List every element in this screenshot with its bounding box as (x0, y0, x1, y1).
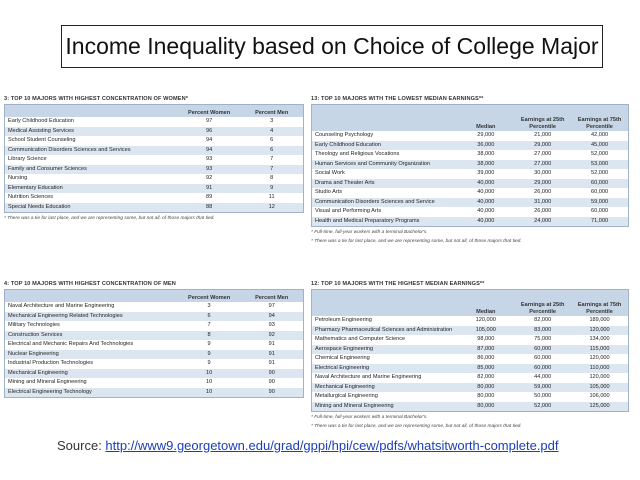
value-cell: 82,000 (477, 374, 495, 380)
table-row (312, 326, 628, 336)
table-row (5, 369, 303, 379)
value-cell: 27,000 (514, 160, 571, 170)
value-cell: 115,000 (571, 345, 628, 355)
value-cell: 9 (178, 350, 241, 360)
major-name-cell: Mechanical Engineering (5, 369, 178, 379)
value-cell: 93 (178, 165, 241, 175)
major-name-cell: Naval Architecture and Marine Engineering (8, 303, 115, 309)
value-cell: 85,000 (457, 364, 514, 374)
value-cell: 59,000 (571, 198, 628, 208)
table-header-row (312, 105, 628, 131)
major-name-cell: Special Needs Education (5, 203, 178, 213)
table-row (5, 155, 303, 165)
major-name-cell: Nursing (8, 175, 28, 181)
value-cell: 120,000 (475, 317, 496, 323)
value-cell: 110,000 (571, 364, 628, 374)
men-table-title: 4: TOP 10 MAJORS WITH HIGHEST CONCENTRATION OF MEN (4, 281, 176, 287)
column-header (312, 290, 457, 316)
value-cell: 60,000 (591, 208, 609, 214)
value-cell: 10 (178, 369, 241, 379)
major-name-cell: Social Work (315, 170, 345, 176)
major-name-cell: Nuclear Engineering (5, 350, 178, 360)
value-cell: 9 (207, 341, 211, 347)
table-row (5, 340, 303, 350)
value-cell: 45,000 (571, 141, 628, 151)
value-cell: 42,000 (591, 132, 609, 138)
value-cell: 97 (268, 303, 275, 309)
table-row (312, 354, 628, 364)
major-name-cell: Counseling Psychology (315, 132, 374, 138)
value-cell: 4 (240, 127, 303, 137)
value-cell: 106,000 (589, 393, 610, 399)
table-row (5, 127, 303, 137)
value-cell: 44,000 (534, 374, 552, 380)
value-cell: 39,000 (477, 170, 495, 176)
value-cell: 29,000 (514, 141, 571, 151)
table-row (5, 174, 303, 184)
column-header: Median (457, 105, 514, 131)
major-name-cell: Elementary Education (5, 184, 178, 194)
value-cell: 87,000 (457, 345, 514, 355)
value-cell: 21,000 (534, 132, 552, 138)
value-cell: 11 (268, 194, 275, 200)
source-link[interactable]: http://www9.georgetown.edu/grad/gppi/hpi/cew/pdfs/whatsitworth-complete.pdf (105, 438, 559, 453)
table-row (312, 150, 628, 160)
footnote: * There was a tie for last place, and we are representing some, but not all, of those majors that tied. (311, 424, 522, 429)
value-cell: 52,000 (591, 151, 609, 157)
women-table-frame (4, 104, 304, 213)
column-header (312, 105, 457, 131)
column-header (5, 290, 178, 302)
value-cell: 40,000 (457, 198, 514, 208)
table-row (312, 131, 628, 141)
table-row (312, 402, 628, 412)
value-cell: 90 (240, 369, 303, 379)
lowest-notes (311, 229, 629, 245)
value-cell: 60,000 (514, 345, 571, 355)
value-cell: 60,000 (534, 355, 552, 361)
table-row (5, 321, 303, 331)
value-cell: 3 (207, 303, 211, 309)
value-cell: 60,000 (571, 179, 628, 189)
value-cell: 10 (178, 388, 241, 398)
table-row (5, 388, 303, 398)
column-header (5, 105, 178, 117)
column-header: Percent Women (178, 290, 241, 302)
major-name-cell: Communication Disorders Sciences and Service (312, 198, 457, 208)
value-cell: 10 (206, 379, 213, 385)
major-name-cell: Human Services and Community Organization (312, 160, 457, 170)
value-cell: 89 (206, 194, 213, 200)
value-cell: 93 (268, 322, 275, 328)
value-cell: 7 (240, 165, 303, 175)
major-name-cell: Mechanical Engineering Related Technologies (5, 312, 178, 322)
table-row (5, 203, 303, 213)
value-cell: 26,000 (534, 189, 552, 195)
major-name-cell: Mining and Mineral Engineering (8, 379, 87, 385)
women-table-title: 3: TOP 10 MAJORS WITH HIGHEST CONCENTRATION OF WOMEN* (4, 96, 188, 102)
value-cell: 40,000 (457, 217, 514, 227)
value-cell: 36,000 (457, 141, 514, 151)
value-cell: 120,000 (589, 355, 610, 361)
major-name-cell: Chemical Engineering (315, 355, 370, 361)
value-cell: 7 (270, 156, 274, 162)
major-name-cell: Construction Services (5, 331, 178, 341)
major-name-cell: Industrial Production Technologies (8, 360, 94, 366)
major-name-cell: Electrical Engineering (312, 364, 457, 374)
value-cell: 29,000 (477, 132, 495, 138)
value-cell: 60,000 (514, 364, 571, 374)
table-row (312, 169, 628, 179)
men-table-frame (4, 289, 304, 398)
value-cell: 120,000 (589, 374, 610, 380)
value-cell: 86,000 (477, 355, 495, 361)
value-cell: 6 (240, 146, 303, 156)
value-cell: 83,000 (514, 326, 571, 336)
value-cell: 75,000 (534, 336, 552, 342)
value-cell: 29,000 (514, 179, 571, 189)
lowest-earnings-panel (311, 96, 629, 245)
table-row (5, 378, 303, 388)
value-cell: 38,000 (457, 160, 514, 170)
table-row (5, 312, 303, 322)
major-name-cell: Theology and Religious Vocations (315, 151, 400, 157)
major-name-cell: School Student Counseling (8, 137, 76, 143)
value-cell: 9 (240, 184, 303, 194)
major-name-cell: Petroleum Engineering (315, 317, 372, 323)
value-cell: 105,000 (571, 383, 628, 393)
value-cell: 80,000 (457, 383, 514, 393)
value-cell: 26,000 (534, 208, 552, 214)
major-name-cell: Mechanical Engineering (312, 383, 457, 393)
major-name-cell: Nutrition Sciences (8, 194, 54, 200)
value-cell: 92 (240, 331, 303, 341)
value-cell: 82,000 (534, 317, 552, 323)
table-row (5, 146, 303, 156)
column-header: Percent Men (240, 290, 303, 302)
value-cell: 40,000 (457, 179, 514, 189)
major-name-cell: Studio Arts (315, 189, 343, 195)
value-cell: 92 (206, 175, 213, 181)
highest-table-frame (311, 289, 629, 412)
value-cell: 80,000 (457, 402, 514, 412)
slide-title: Income Inequality based on Choice of College Major (61, 25, 603, 68)
value-cell: 27,000 (534, 151, 552, 157)
major-name-cell: Electrical Engineering Technology (5, 388, 178, 398)
lowest-table-title: 13: TOP 10 MAJORS WITH THE LOWEST MEDIAN EARNINGS** (311, 96, 484, 102)
major-name-cell: Early Childhood Education (8, 118, 74, 124)
footnote: * There was a tie for last place, and we are representing some, but not all, of those majors that tied. (311, 239, 522, 244)
source-label: Source: (57, 438, 106, 453)
column-header: Median (457, 290, 514, 316)
value-cell: 93 (206, 156, 213, 162)
value-cell: 94 (178, 146, 241, 156)
table-row (5, 165, 303, 175)
value-cell: 52,000 (591, 170, 609, 176)
value-cell: 7 (207, 322, 211, 328)
value-cell: 105,000 (457, 326, 514, 336)
table-row (5, 184, 303, 194)
value-cell: 96 (178, 127, 241, 137)
table-row (312, 217, 628, 227)
value-cell: 98,000 (477, 336, 495, 342)
value-cell: 3 (270, 118, 274, 124)
value-cell: 91 (240, 350, 303, 360)
value-cell: 24,000 (514, 217, 571, 227)
table-row (312, 392, 628, 402)
major-name-cell: Mining and Mineral Engineering (312, 402, 457, 412)
highest-earnings-table (312, 290, 628, 411)
value-cell: 40,000 (477, 208, 495, 214)
value-cell: 50,000 (534, 393, 552, 399)
table-row (5, 193, 303, 203)
table-row (312, 141, 628, 151)
major-name-cell: Communication Disorders Sciences and Services (5, 146, 178, 156)
table-row (312, 335, 628, 345)
value-cell: 52,000 (514, 402, 571, 412)
footnote: * Full-time, full-year workers with a terminal Bachelor's. (311, 415, 428, 420)
women-majors-panel (4, 96, 304, 222)
table-row (312, 383, 628, 393)
major-name-cell: Medical Assisting Services (5, 127, 178, 137)
table-header-row (5, 290, 303, 302)
value-cell: 80,000 (477, 393, 495, 399)
table-row (5, 117, 303, 127)
highest-table-title: 12: TOP 10 MAJORS WITH THE HIGHEST MEDIAN EARNINGS** (311, 281, 485, 287)
value-cell: 88 (178, 203, 241, 213)
table-row (312, 316, 628, 326)
major-name-cell: Pharmacy Pharmaceutical Sciences and Administration (312, 326, 457, 336)
table-row (5, 331, 303, 341)
men-majors-table (5, 290, 303, 397)
major-name-cell: Electrical and Mechanic Repairs And Technologies (8, 341, 134, 347)
footnote: * Full-time, full-year workers with a terminal Bachelor's. (311, 230, 428, 235)
lowest-table-frame (311, 104, 629, 227)
value-cell: 94 (206, 137, 213, 143)
footnote: * There was a tie for last place, and we are representing some, but not all, of those majors that tied. (4, 216, 215, 221)
value-cell: 189,000 (589, 317, 610, 323)
lowest-earnings-table (312, 105, 628, 226)
column-header: Earnings at 25th Percentile (514, 290, 571, 316)
table-row (312, 207, 628, 217)
value-cell: 6 (178, 312, 241, 322)
major-name-cell: Health and Medical Preparatory Programs (312, 217, 457, 227)
major-name-cell: Visual and Performing Arts (315, 208, 382, 214)
table-row (312, 198, 628, 208)
value-cell: 31,000 (514, 198, 571, 208)
value-cell: 53,000 (571, 160, 628, 170)
value-cell: 6 (270, 137, 274, 143)
table-row (5, 350, 303, 360)
highest-notes (311, 414, 629, 430)
value-cell: 120,000 (571, 326, 628, 336)
table-row (312, 364, 628, 374)
major-name-cell: Drama and Theater Arts (312, 179, 457, 189)
table-row (312, 179, 628, 189)
value-cell: 125,000 (571, 402, 628, 412)
table-row (5, 359, 303, 369)
column-header: Percent Women (178, 105, 241, 117)
value-cell: 40,000 (477, 189, 495, 195)
major-name-cell: Naval Architecture and Marine Engineering (315, 374, 422, 380)
value-cell: 8 (270, 175, 274, 181)
table-row (312, 373, 628, 383)
column-header: Earnings at 75th Percentile (571, 105, 628, 131)
table-row (312, 188, 628, 198)
men-majors-panel (4, 281, 304, 398)
major-name-cell: Metallurgical Engineering (315, 393, 378, 399)
value-cell: 9 (207, 360, 211, 366)
column-header: Earnings at 25th Percentile (514, 105, 571, 131)
value-cell: 59,000 (514, 383, 571, 393)
major-name-cell: Military Technologies (8, 322, 60, 328)
table-row (312, 345, 628, 355)
value-cell: 38,000 (477, 151, 495, 157)
column-header: Earnings at 75th Percentile (571, 290, 628, 316)
value-cell: 91 (268, 341, 275, 347)
table-row (312, 160, 628, 170)
major-name-cell: Early Childhood Education (312, 141, 457, 151)
value-cell: 71,000 (571, 217, 628, 227)
value-cell: 90 (240, 388, 303, 398)
value-cell: 134,000 (589, 336, 610, 342)
major-name-cell: Aerospace Engineering (312, 345, 457, 355)
table-header-row (5, 105, 303, 117)
value-cell: 97 (206, 118, 213, 124)
value-cell: 91 (268, 360, 275, 366)
women-notes (4, 215, 304, 222)
value-cell: 30,000 (534, 170, 552, 176)
value-cell: 91 (178, 184, 241, 194)
column-header: Percent Men (240, 105, 303, 117)
value-cell: 94 (240, 312, 303, 322)
major-name-cell: Family and Consumer Sciences (5, 165, 178, 175)
value-cell: 8 (178, 331, 241, 341)
women-majors-table (5, 105, 303, 212)
value-cell: 12 (240, 203, 303, 213)
highest-earnings-panel (311, 281, 629, 430)
major-name-cell: Mathematics and Computer Science (315, 336, 406, 342)
source-citation (57, 438, 559, 453)
table-row (5, 302, 303, 312)
value-cell: 60,000 (591, 189, 609, 195)
value-cell: 90 (268, 379, 275, 385)
table-row (5, 136, 303, 146)
table-header-row (312, 290, 628, 316)
major-name-cell: Library Science (8, 156, 47, 162)
